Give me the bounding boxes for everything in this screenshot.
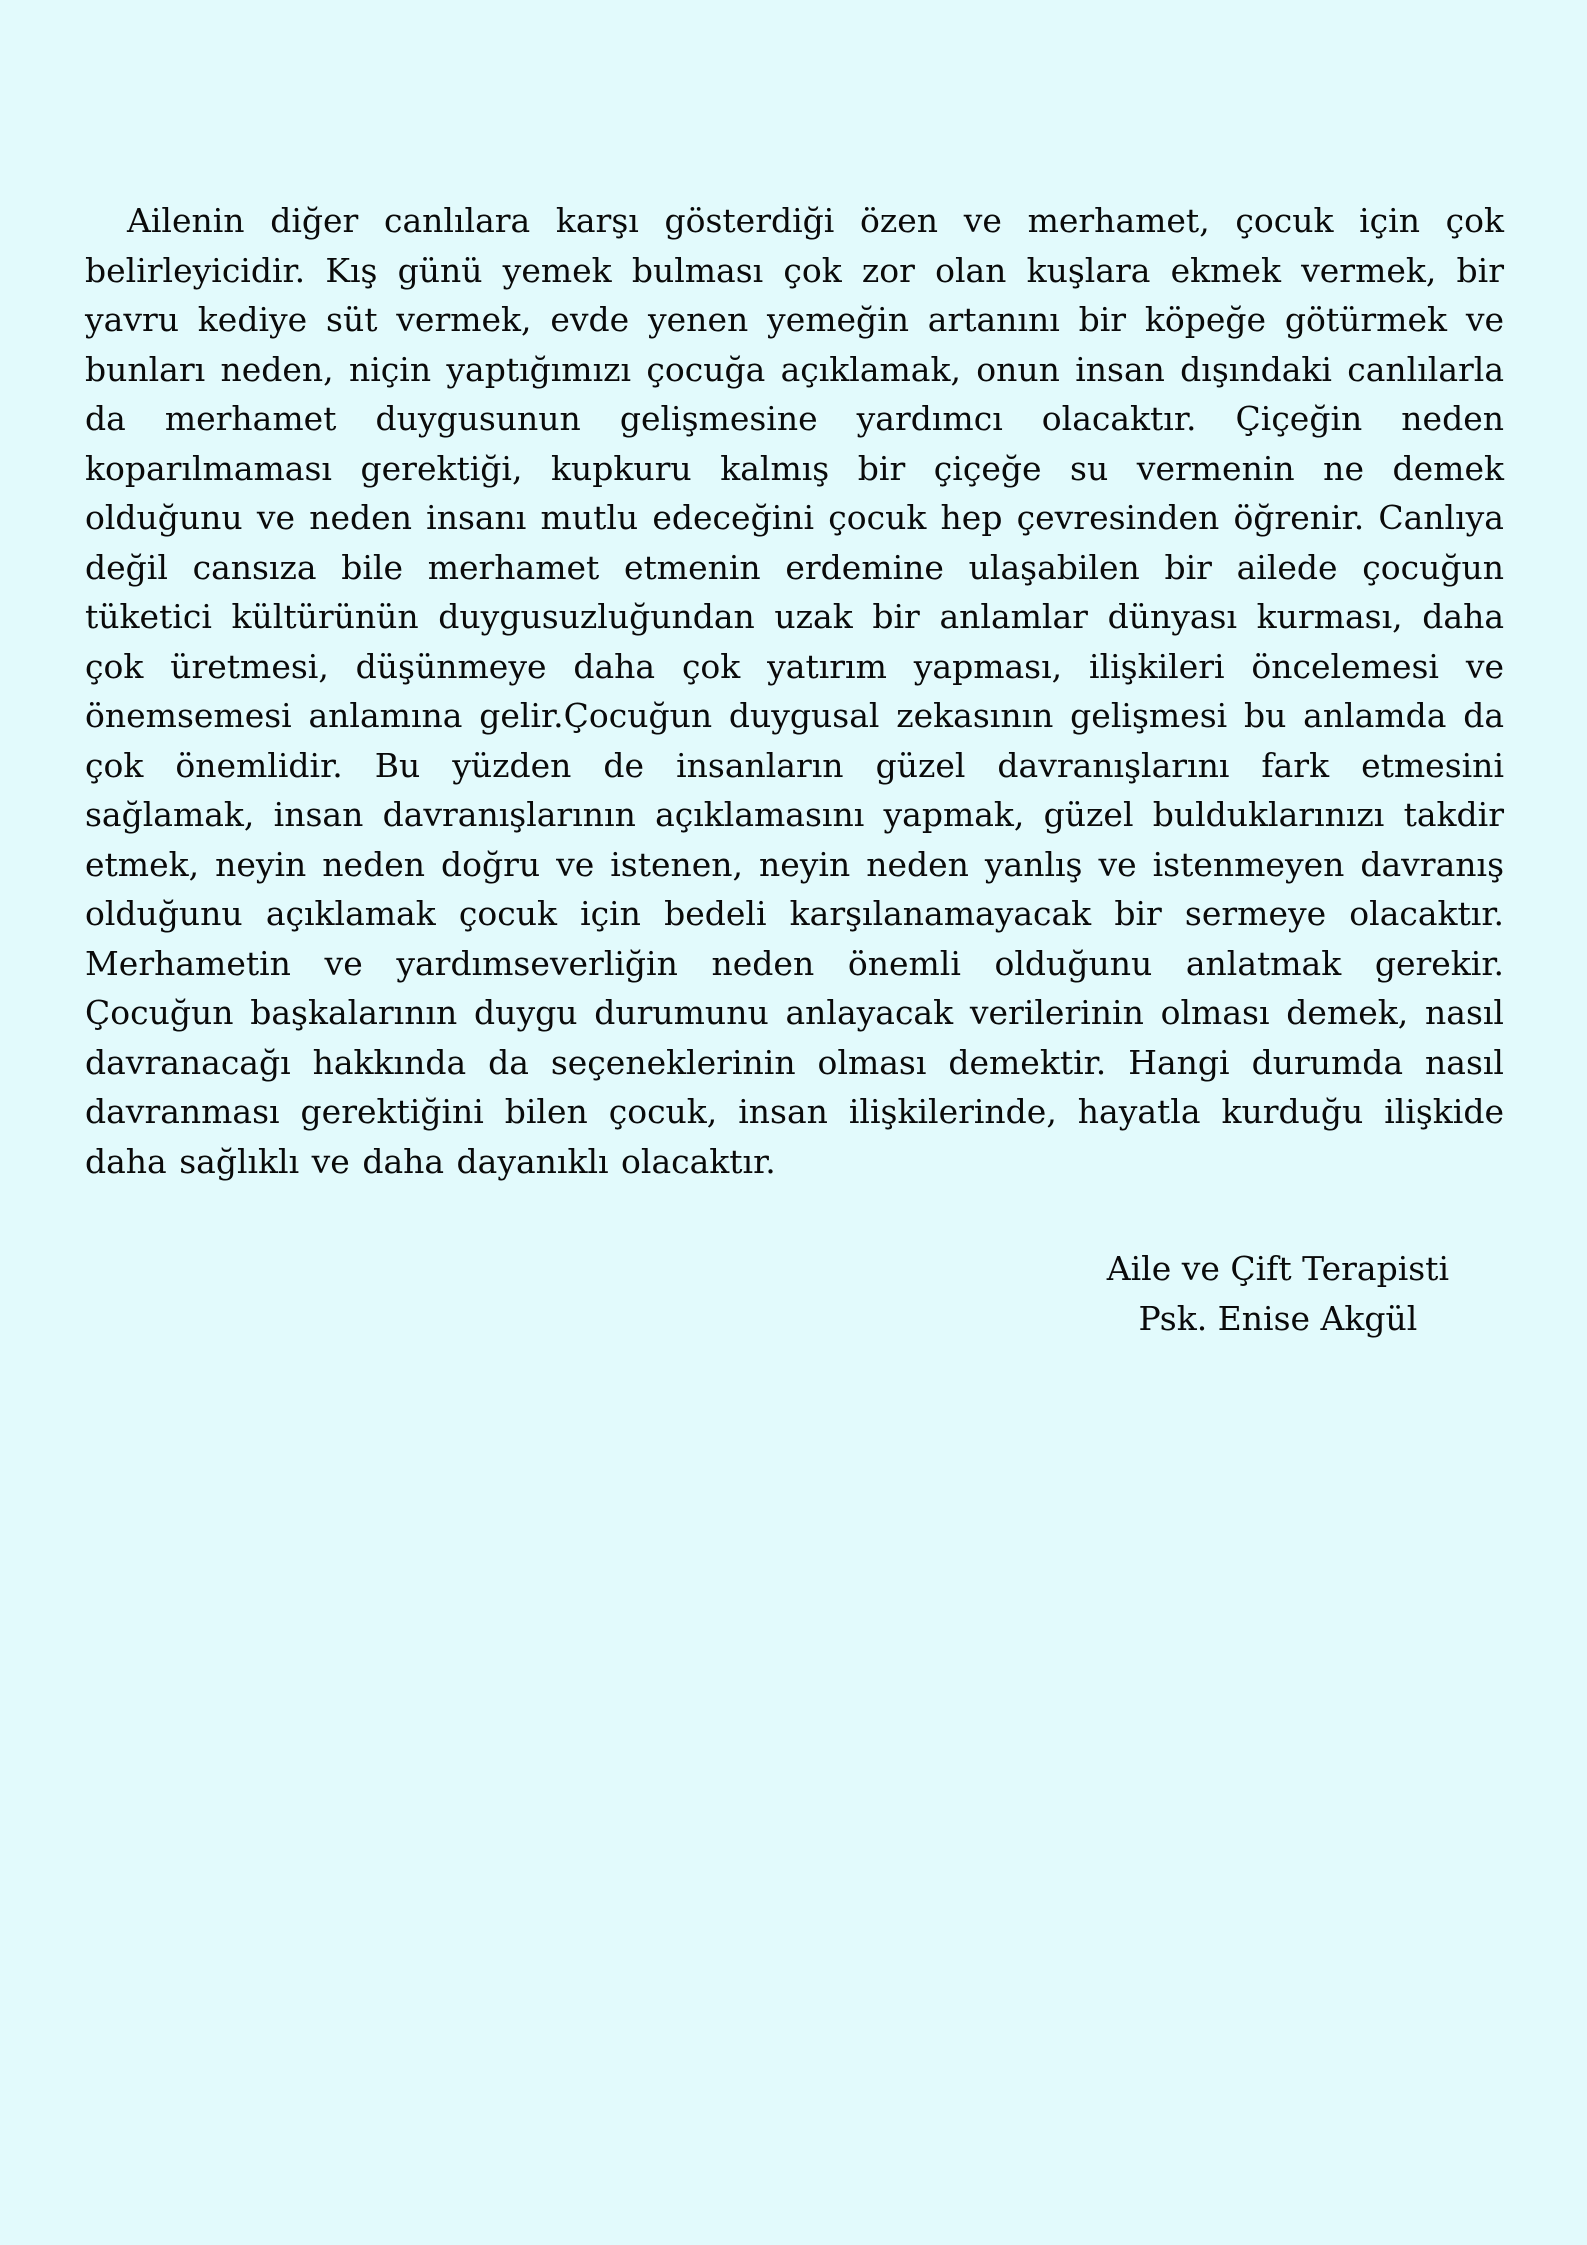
signature-title: Aile ve Çift Terapisti — [1106, 1249, 1449, 1288]
signature-name: Psk. Enise Akgül — [1138, 1298, 1418, 1338]
signature-block — [1107, 1244, 1449, 1343]
article-paragraph: Ailenin diğer canlılara karşı gösterdiği özen ve merhamet, çocuk için çok belirleyicidir. Kış günü yemek bulması çok zor olan kuşlara ekmek vermek, bir yavru kediye süt vermek, evde yenen yemeğin artanını bir köpeğe götürmek ve bunları neden, niçin yaptığımızı çocuğa açıklamak, onun insan dışındaki canlılarla da merhamet duygusunun gelişmesine yardımcı olacaktır. Çiçeğin neden koparılmaması gerektiği, kupkuru kalmış bir çiçeğe su vermenin ne demek olduğunu ve neden insanı mutlu edeceğini çocuk hep çevresinden öğrenir. Canlıya değil cansıza bile merhamet etmenin erdemine ulaşabilen bir ailede çocuğun tüketici kültürünün duygusuzluğundan uzak bir anlamlar dünyası kurması, daha çok üretmesi, düşünmeye daha çok yatırım yapması, ilişkileri öncelemesi ve önemsemesi anlamına gelir.Çocuğun duygusal zekasının gelişmesi bu anlamda da çok önemlidir. Bu yüzden de insanların güzel davranışlarını fark etmesini sağlamak, insan davranışlarının açıklamasını yapmak, güzel bulduklarınızı takdir etmek, neyin neden doğru ve istenen, neyin neden yanlış ve istenmeyen davranış olduğunu açıklamak çocuk için bedeli karşılanamayacak bir sermeye olacaktır. Merhametin ve yardımseverliğin neden önemli olduğunu anlatmak gerekir. Çocuğun başkalarının duygu durumunu anlayacak verilerinin olması demek, nasıl davranacağı hakkında da seçeneklerinin olması demektir. Hangi durumda nasıl davranması gerektiğini bilen çocuk, insan ilişkilerinde, hayatla kurduğu ilişkide daha sağlıklı ve daha dayanıklı olacaktır. — [85, 201, 1504, 1181]
